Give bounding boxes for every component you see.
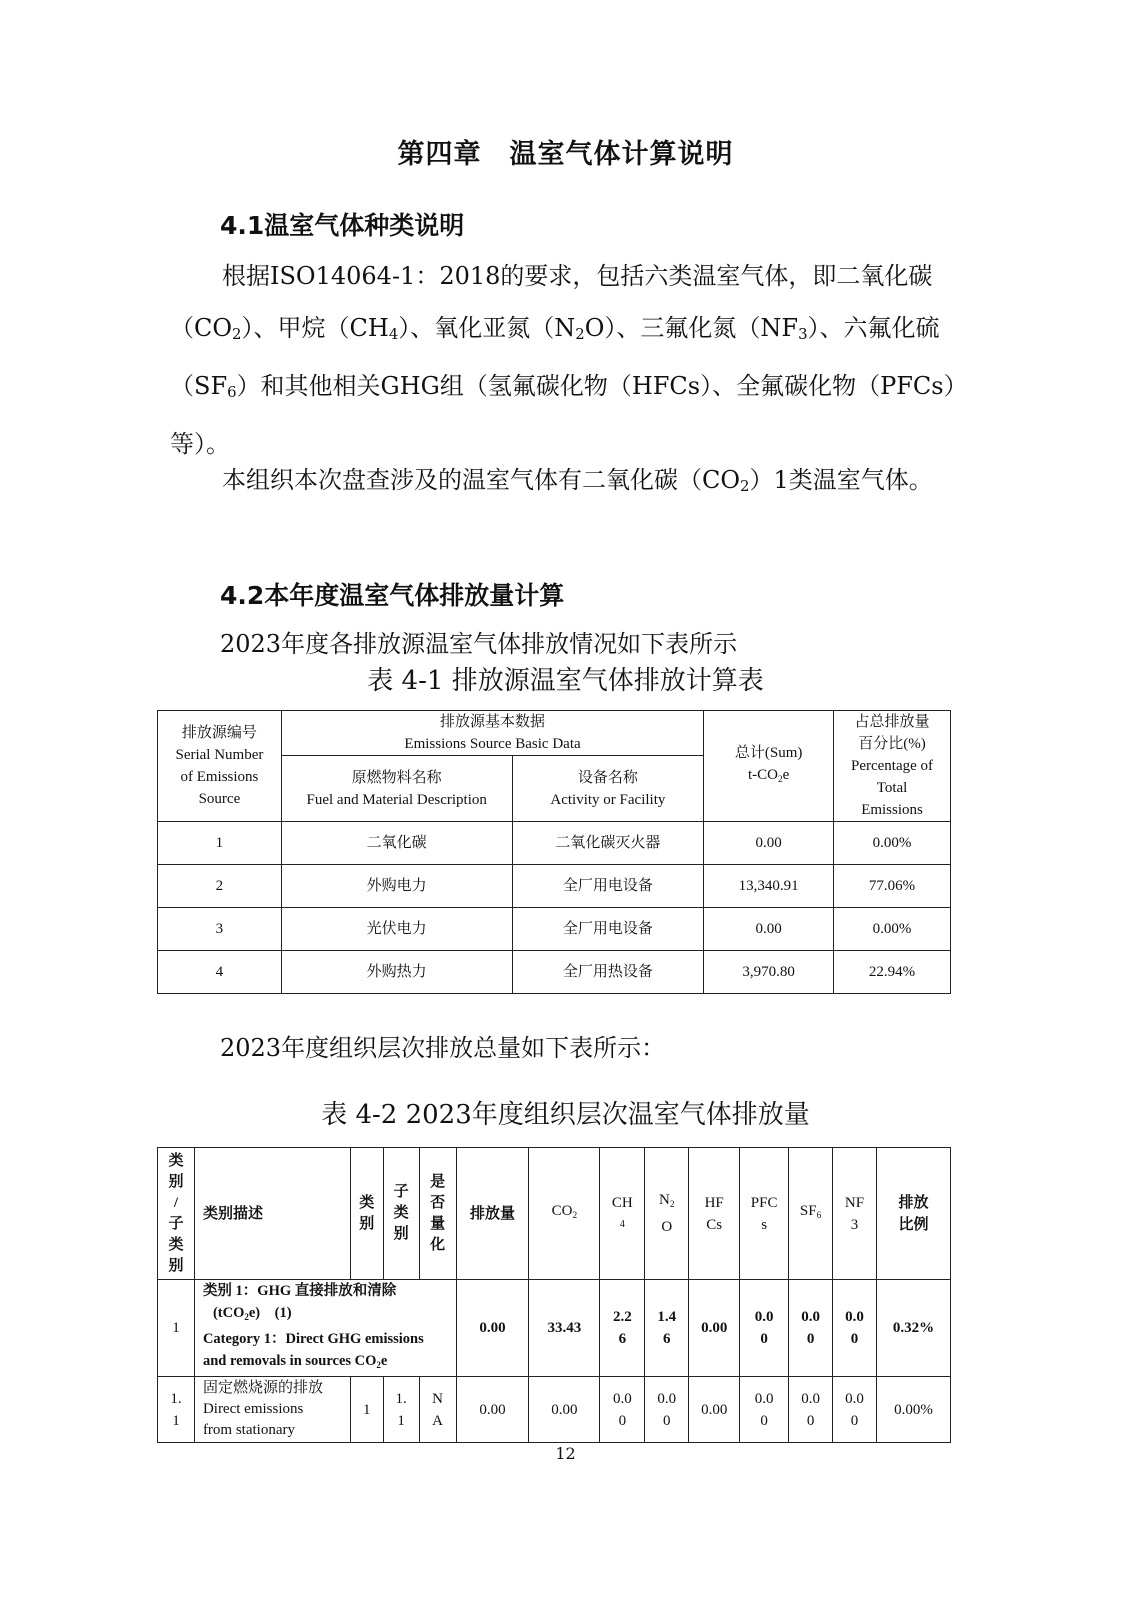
cell-emissions: 0.00: [456, 1377, 529, 1443]
cell-co2: 33.43: [529, 1280, 600, 1377]
cell-percentage: 77.06%: [834, 865, 951, 908]
page-number: 12: [555, 1444, 576, 1463]
cell-fuel: 外购热力: [281, 951, 512, 994]
cell-ratio: 0.32%: [876, 1280, 950, 1377]
cell-hfcs: 0.00: [689, 1377, 740, 1443]
cell-ch4: 2.2 6: [600, 1280, 645, 1377]
cell-ratio: 0.00%: [876, 1377, 950, 1443]
cell-facility: 二氧化碳灭火器: [512, 822, 704, 865]
header-subcategory: 子 类 别: [383, 1148, 419, 1280]
cell-serial: 3: [158, 908, 282, 951]
cell-nf3: 0.0 0: [833, 1280, 877, 1377]
table-row: [158, 822, 951, 865]
cell-serial: 4: [158, 951, 282, 994]
cell-facility: 全厂用电设备: [512, 865, 704, 908]
cell-pfcs: 0.0 0: [740, 1377, 789, 1443]
cell-category: 1: [350, 1377, 383, 1443]
cell-n2o: 0.0 0: [645, 1377, 689, 1443]
header-emissions: 排放量: [456, 1148, 529, 1280]
cell-fuel: 外购电力: [281, 865, 512, 908]
paragraph-gas-involved: 本组织本次盘查涉及的温室气体有二氧化碳$(CO_2)1$类温室气体。: [222, 466, 933, 495]
cell-nf3: 0.0 0: [833, 1377, 877, 1443]
header-facility: 设备名称 Activity or Facility: [512, 756, 704, 822]
cell-sf6: 0.0 0: [789, 1377, 833, 1443]
header-sf6: $SF_6$: [789, 1148, 833, 1280]
header-basic-data: 排放源基本数据 Emissions Source Basic Data: [281, 711, 703, 756]
cell-serial: 2: [158, 865, 282, 908]
header-n2o: $N_2$ O: [645, 1148, 689, 1280]
cell-sum: 13,340.91: [704, 865, 834, 908]
table1-caption: 表 4-1 排放源温室气体排放计算表: [367, 666, 764, 696]
header-pfcs: PFC s: [740, 1148, 789, 1280]
header-percentage: 占总排放量 百分比(%) Percentage of Total Emissions: [834, 711, 951, 822]
cell-subcategory: 1. 1: [383, 1377, 419, 1443]
organization-emission-table: [157, 1147, 951, 1443]
table-row: [158, 865, 951, 908]
cell-n2o: 1.4 6: [645, 1280, 689, 1377]
chapter-title: 第四章 温室气体计算说明: [397, 139, 734, 170]
cell-facility: 全厂用电设备: [512, 908, 704, 951]
header-co2: $CO_2$: [529, 1148, 600, 1280]
cell-percentage: 0.00%: [834, 908, 951, 951]
cell-quantified: N A: [419, 1377, 456, 1443]
cell-percentage: 0.00%: [834, 822, 951, 865]
table2-intro: 2023年度组织层次排放总量如下表所示：: [220, 1034, 666, 1062]
cell-description: 类别 1：GHG 直接排放和清除 (tCO$_2$e) (1) Category 1：Direct GHG emissions and removals in sources $CO_2e$: [194, 1280, 456, 1377]
table-row: [158, 951, 951, 994]
cell-sf6: 0.0 0: [789, 1280, 833, 1377]
cell-sum: 3,970.80: [704, 951, 834, 994]
cell-fuel: 光伏电力: [281, 908, 512, 951]
cell-sum: 0.00: [704, 822, 834, 865]
header-quantified: 是 否 量 化: [419, 1148, 456, 1280]
header-fuel: 原燃物料名称 Fuel and Material Description: [281, 756, 512, 822]
cell-co2: 0.00: [529, 1377, 600, 1443]
cell-id: 1. 1: [158, 1377, 195, 1443]
section-heading-4-1: 4.1温室气体种类说明: [220, 211, 465, 240]
cell-fuel: 二氧化碳: [281, 822, 512, 865]
paragraph-gas-types: 根据ISO14064-1：2018的要求，包括六类温室气体，即二氧化碳$(CO_2)$、甲烷$(CH_4)$、氧化亚氮$(N_2O)$、三氟化氮$(NF_3)$、六氟化硫$(SF_6)$和其他相关GHG组（氢氟碳化物（HFCs）、全氟碳化物（PFCs）等）。: [170, 262, 968, 458]
cell-facility: 全厂用热设备: [512, 951, 704, 994]
cell-hfcs: 0.00: [689, 1280, 740, 1377]
section-heading-4-2: 4.2本年度温室气体排放量计算: [220, 581, 565, 610]
table-row: [158, 908, 951, 951]
cell-emissions: 0.00: [456, 1280, 529, 1377]
header-category: 类 别: [350, 1148, 383, 1280]
cell-serial: 1: [158, 822, 282, 865]
cell-id: 1: [158, 1280, 195, 1377]
table2-caption: 表 4-2 2023年度组织层次温室气体排放量: [321, 1100, 810, 1130]
cell-ch4: 0.0 0: [600, 1377, 645, 1443]
cell-percentage: 22.94%: [834, 951, 951, 994]
cell-description: 固定燃烧源的排放 Direct emissions from stationary: [194, 1377, 350, 1443]
header-ch4: CH 4: [600, 1148, 645, 1280]
header-nf3: NF 3: [833, 1148, 877, 1280]
header-sum: 总计(Sum) $t-CO_2e$: [704, 711, 834, 822]
table1-intro: 2023年度各排放源温室气体排放情况如下表所示: [220, 630, 738, 658]
cell-pfcs: 0.0 0: [740, 1280, 789, 1377]
header-hfcs: HF Cs: [689, 1148, 740, 1280]
header-description: 类别描述: [194, 1148, 350, 1280]
table-row: [158, 1377, 951, 1443]
header-serial: 排放源编号 Serial Number of Emissions Source: [158, 711, 282, 822]
emission-source-table: [157, 710, 951, 994]
table-row: [158, 1280, 951, 1377]
header-ratio: 排放 比例: [876, 1148, 950, 1280]
header-category-subcategory: 类 别 / 子 类 别: [158, 1148, 195, 1280]
cell-sum: 0.00: [704, 908, 834, 951]
